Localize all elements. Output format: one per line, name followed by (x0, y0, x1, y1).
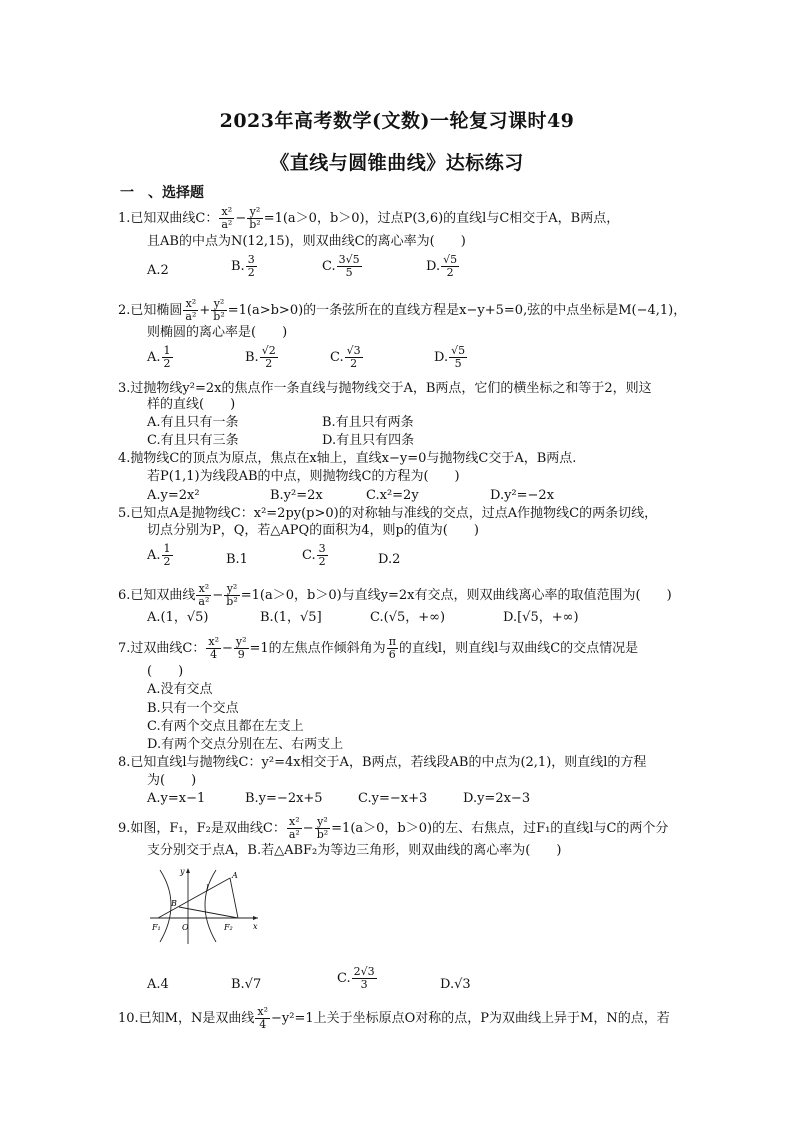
fraction: $\frac{\text{y²}}{\text{b²}}$ (316, 815, 329, 841)
fraction: $\frac{\text{y²}}{\text{b²}}$ (249, 205, 261, 231)
fraction: $\frac{\text{y²}}{\text{b²}}$ (213, 297, 225, 323)
left-branch (160, 870, 171, 942)
fraction: $\frac{\text{x²}}{\text{a²}}$ (221, 205, 233, 231)
fraction: $\frac{\pi}{6}$ (388, 635, 396, 661)
label-o: O (182, 923, 189, 932)
question-6-option-c: C.(√5，+∞) (370, 610, 446, 625)
question-4-option-b: B.y²=2x (270, 488, 323, 503)
question-1-option-c: C. $\frac{3√5}{5}$ (322, 253, 360, 279)
question-9-option-d: D.√3 (440, 977, 471, 992)
section-heading: 一 、选择题 (120, 185, 204, 201)
question-4-line-2: 若P(1,1)为线段AB的中点，则抛物线C的方程为( ) (147, 469, 460, 484)
x-axis-arrow (253, 916, 258, 920)
question-7-option-c: C.有两个交点且都在左支上 (147, 719, 304, 734)
question-9-line-2: 支分别交于点A，B.若△ABF₂为等边三角形，则双曲线的离心率为( ) (147, 843, 562, 858)
label-a: A (232, 871, 238, 880)
question-2-line-2: 则椭圆的离心率是( ) (147, 325, 288, 340)
question-2-option-b: B. $\frac{√2}{2}$ (245, 344, 276, 370)
question-8-line-1: 8.已知直线l与抛物线C：y²=4x相交于A，B两点，若线段AB的中点为(2,1)，则直线l的方程 (118, 755, 647, 770)
question-9-line-1: 9.如图，F₁，F₂是双曲线C： $\frac{\text{x²}}{\text{a²}}$ − $\frac{\text{y²}}{\text{b²}}$ =1(a＞0，b＞0)的左、右焦点，过F₁的直线l与C的两个分 (118, 815, 669, 841)
question-6-option-a: A.(1，√5) (147, 610, 209, 625)
fraction: $\frac{\text{x²}}{\text{a²}}$ (185, 297, 197, 323)
question-3-line-2: 样的直线( ) (147, 397, 236, 412)
question-2-line-1: 2.已知椭圆 $\frac{\text{x²}}{\text{a²}}$ + $\frac{\text{y²}}{\text{b²}}$ =1(a>b>0)的一条弦所在的直线方程是x−y+5=0,弦的中点坐标是M(−4,1)， (118, 297, 687, 323)
fraction: $\frac{\text{x²}}{\text{a²}}$ (198, 582, 210, 608)
question-8-option-b: B.y=−2x+5 (245, 791, 323, 806)
label-f2: F₂ (224, 923, 233, 932)
question-6-line-1: 6.已知双曲线 $\frac{\text{x²}}{\text{a²}}$ − $\frac{\text{y²}}{\text{b²}}$ =1(a＞0，b＞0)与直线y=2x有交点，则双曲线离心率的取值范围为( ) (118, 582, 672, 608)
question-9-option-a: A.4 (147, 977, 169, 992)
question-8-option-d: D.y=2x−3 (463, 791, 531, 806)
question-3-line-1: 3.过抛物线y²=2x的焦点作一条直线与抛物线交于A，B两点，它们的横坐标之和等于2，则这 (118, 381, 652, 396)
question-7-option-d: D.有两个交点分别在左、右两支上 (147, 737, 344, 752)
question-3-option-d: D.有且只有四条 (322, 433, 415, 448)
question-1-option-d: D. $\frac{√5}{2}$ (426, 253, 458, 279)
question-1-option-b: B. $\frac{3}{2}$ (231, 253, 255, 279)
question-8-option-c: C.y=−x+3 (358, 791, 428, 806)
question-4-option-d: D.y²=−2x (490, 488, 555, 503)
right-branch (205, 870, 216, 942)
question-3-option-a: A.有且只有一条 (147, 415, 239, 430)
label-f1: F₁ (152, 923, 161, 932)
line-l (158, 878, 230, 918)
question-6-option-b: B.(1，√5] (260, 610, 322, 625)
question-6-option-d: D.[√5，+∞) (503, 610, 579, 625)
question-5-line-2: 切点分别为P，Q，若△APQ的面积为4，则p的值为( ) (147, 523, 479, 538)
question-1-option-a: A.2 (147, 263, 169, 278)
question-7-line-1: 7.过双曲线C： $\frac{\text{x²}}{4}$ − $\frac{\text{y²}}{9}$ =1的左焦点作倾斜角为 $\frac{\pi}{6}$ 的直线l，则直线l与双曲线C的交点情况是 (118, 635, 639, 661)
question-8-option-a: A.y=x−1 (147, 791, 206, 806)
label-l: l (206, 884, 209, 893)
question-3-option-c: C.有且只有三条 (147, 433, 239, 448)
question-5-option-d: D.2 (378, 552, 401, 567)
fraction: $\frac{\text{x²}}{4}$ (257, 1005, 268, 1031)
question-1-line-2: 且AB的中点为N(12,15)，则双曲线C的离心率为( ) (147, 234, 466, 249)
question-1-line-1: 1.已知双曲线C： $\frac{\text{x²}}{\text{a²}}$ − $\frac{\text{y²}}{\text{b²}}$ =1(a＞0，b＞0)，过点P(3,6)的直线l与C相交于A，B两点， (118, 205, 620, 231)
question-4-option-c: C.x²=2y (366, 488, 419, 503)
label-y: y (180, 867, 185, 876)
question-8-line-2: 为( ) (147, 773, 197, 788)
title-line-1: 2023年高考数学(文数)一轮复习课时49 (219, 110, 575, 132)
question-2-option-a: A. $\frac{1}{2}$ (147, 344, 171, 370)
label-b: B (171, 899, 177, 908)
y-axis-arrow (186, 868, 190, 873)
fraction: $\frac{\text{x²}}{\text{a²}}$ (288, 815, 300, 841)
fraction: $\frac{\text{y²}}{9}$ (235, 635, 247, 661)
question-9-option-c: C. $\frac{2√3}{3}$ (337, 965, 375, 991)
question-4-line-1: 4.抛物线C的顶点为原点，焦点在x轴上，直线x−y=0与抛物线C交于A，B两点. (118, 451, 577, 466)
question-2-option-d: D. $\frac{√5}{5}$ (434, 344, 466, 370)
fraction: $\frac{\text{x²}}{4}$ (208, 635, 219, 661)
question-5-option-a: A. $\frac{1}{2}$ (147, 542, 171, 568)
question-7-option-a: A.没有交点 (147, 682, 213, 697)
segment-af2 (230, 878, 238, 918)
question-7-option-b: B.只有一个交点 (147, 701, 239, 716)
question-5-line-1: 5.已知点A是抛物线C：x²=2py(p>0)的对称轴与准线的交点，过点A作抛物线C的两条切线， (118, 506, 658, 521)
question-2-option-c: C. $\frac{√3}{2}$ (330, 344, 361, 370)
hyperbola-figure (146, 864, 262, 946)
question-10-line-1: 10.已知M，N是双曲线 $\frac{\text{x²}}{4}$ −y²=1上关于坐标原点O对称的点，P为双曲线上异于M，N的点，若 (118, 1005, 670, 1031)
question-5-option-b: B.1 (226, 552, 248, 567)
question-4-option-a: A.y=2x² (147, 488, 200, 503)
label-x: x (253, 922, 258, 931)
title-line-2: 《直线与圆锥曲线》达标练习 (270, 152, 524, 174)
question-5-option-c: C. $\frac{3}{2}$ (302, 542, 326, 568)
question-7-line-2: ( ) (147, 664, 184, 679)
question-9-option-b: B.√7 (231, 977, 262, 992)
question-3-option-b: B.有且只有两条 (322, 415, 414, 430)
fraction: $\frac{\text{y²}}{\text{b²}}$ (226, 582, 238, 608)
